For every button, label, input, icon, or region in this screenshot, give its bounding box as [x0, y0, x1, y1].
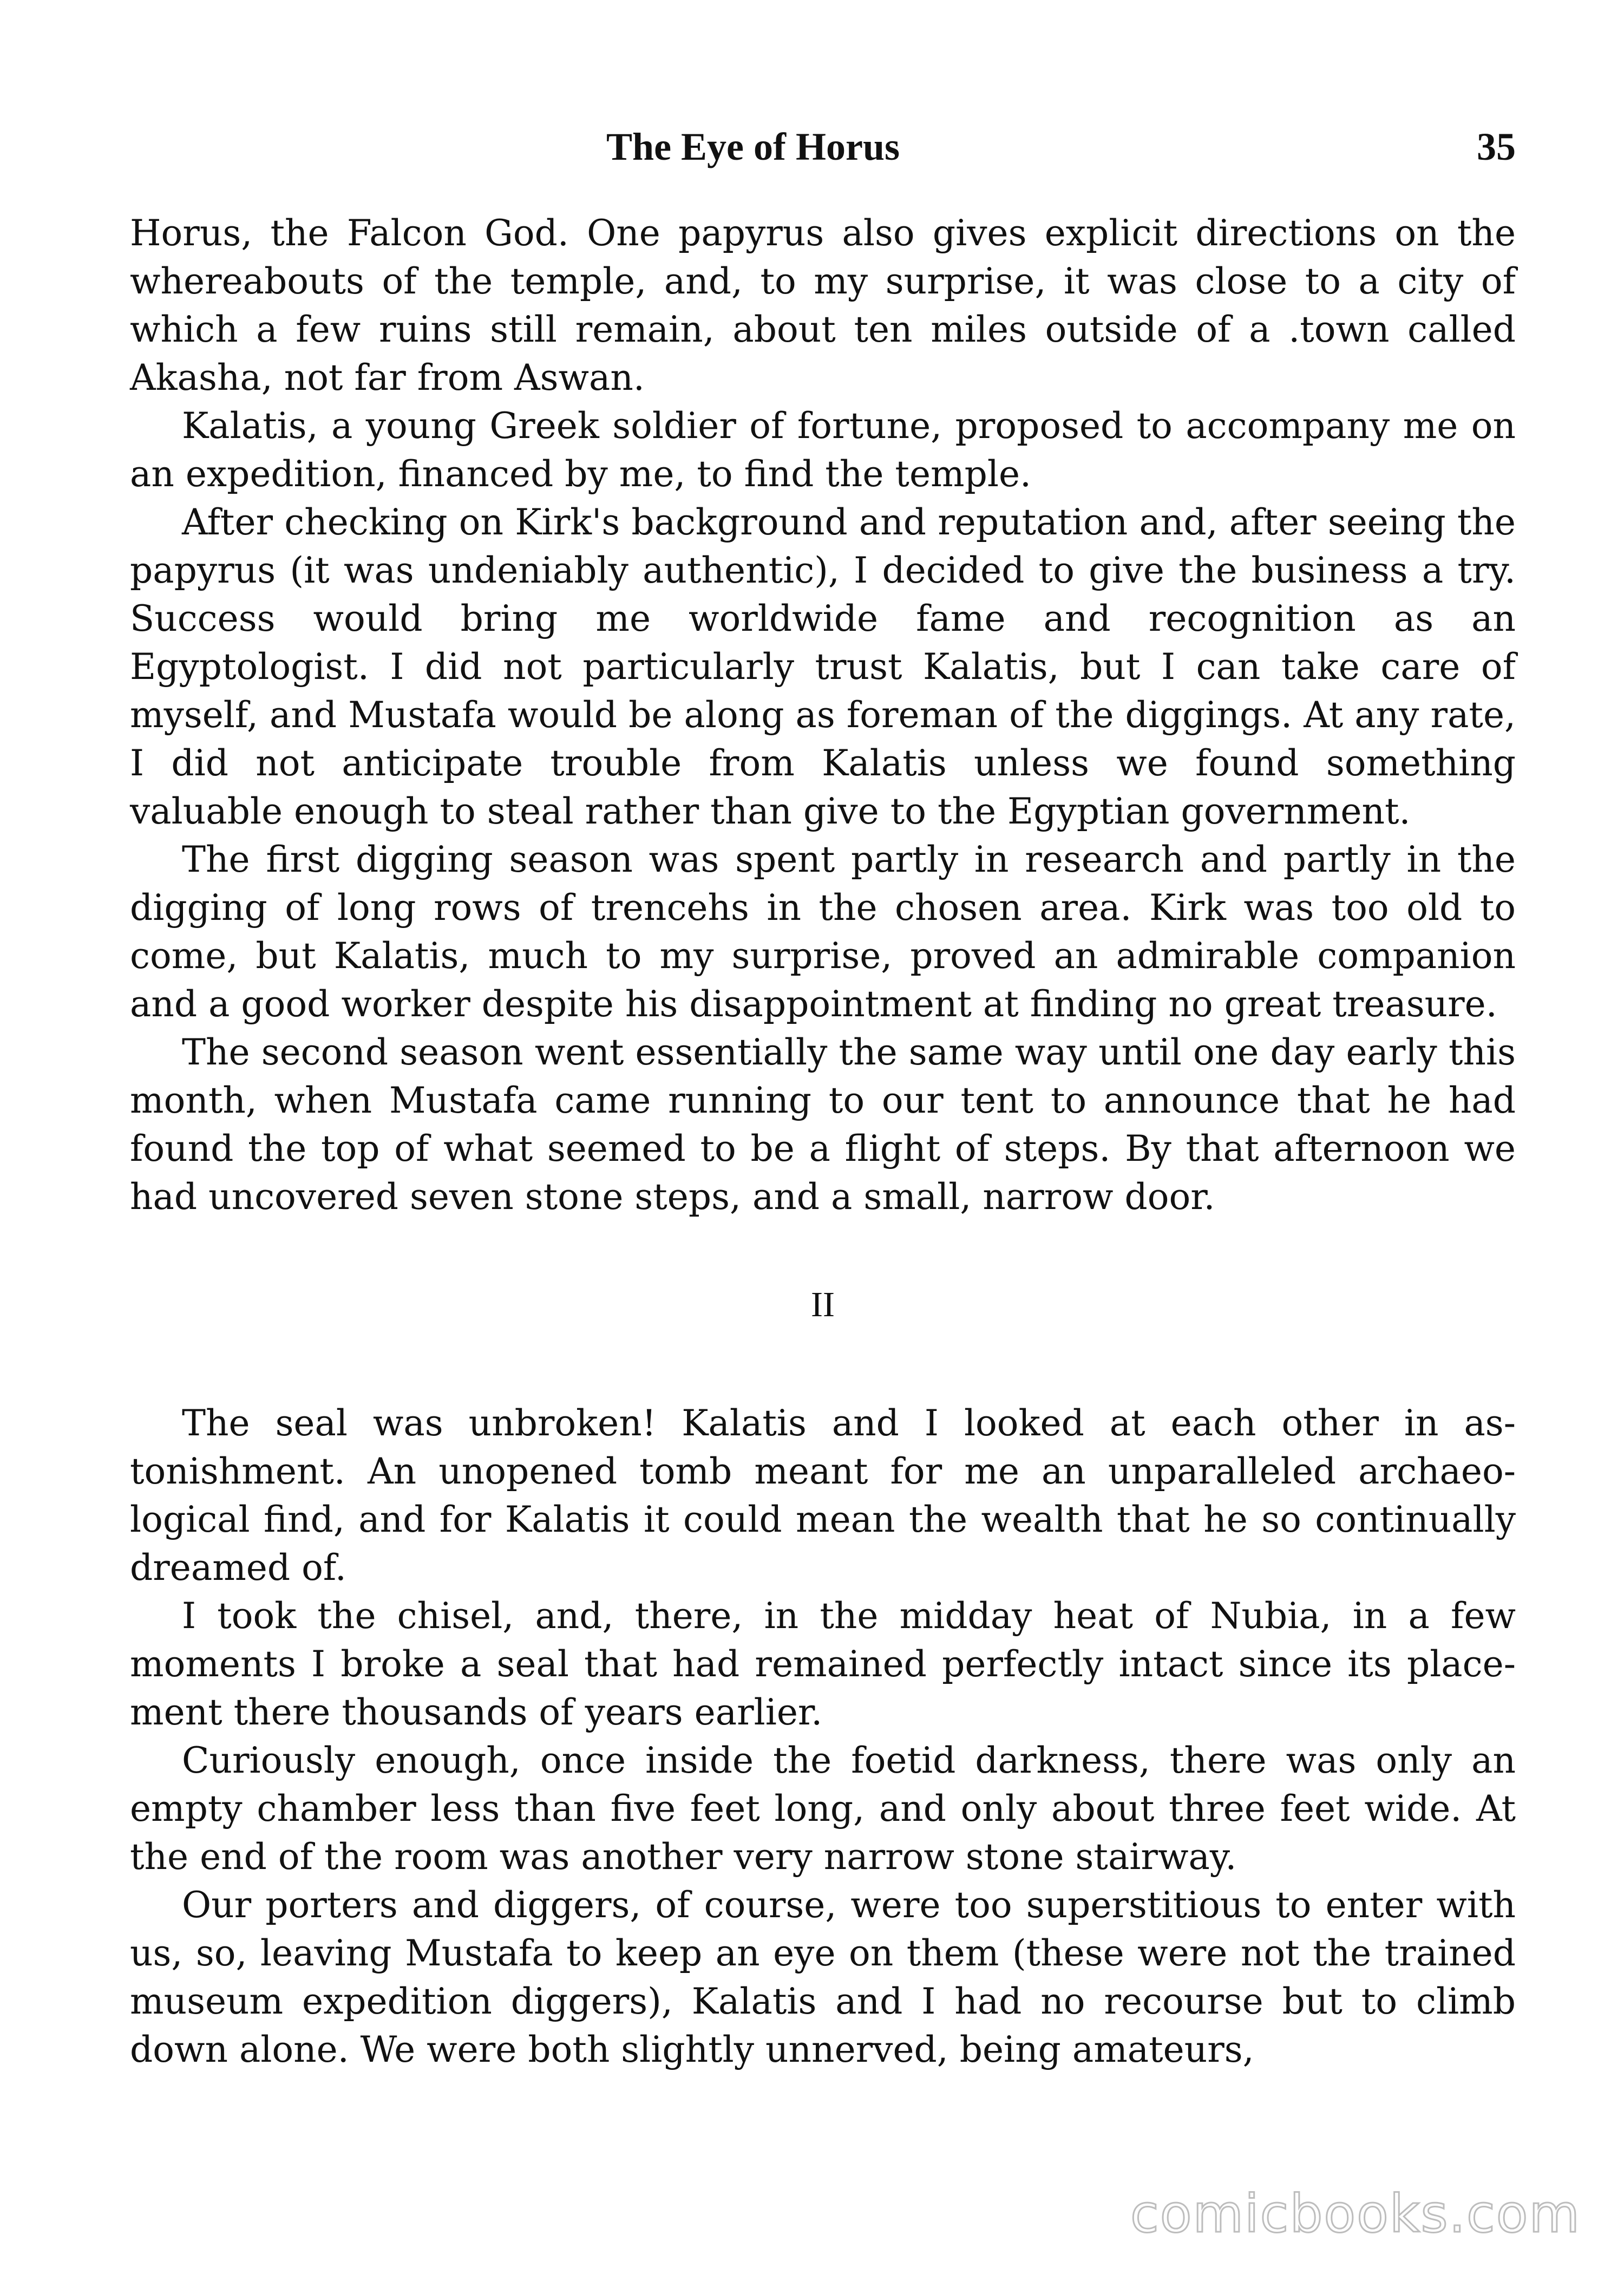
book-page — [130, 125, 1516, 2074]
paragraph: Our porters and diggers, of course, were too superstitious to enter with us, so, leaving Mustafa to keep an eye on them (these were not the trained museum expedition diggers), Kalatis and I had no recourse but to climb down alone. We were both slightly unnerved, being amateurs, — [130, 1884, 1516, 2070]
paragraph: I took the chisel, and, there, in the midday heat of Nubia, in a few moments I broke a seal that had remained perfectly intact since its placement there thousands of years earlier. — [130, 1595, 1516, 1733]
paragraph: Horus, the Falcon God. One papyrus also gives explicit directions on the whereabouts of the temple, and, to my surprise, it was close to a city of which a few ruins still remain, about ten miles outside of a .town called Akasha, not far from Aswan. — [130, 212, 1516, 398]
paragraph: The first digging season was spent partly in research and partly in the digging of long rows of trencehs in the chosen area. Kirk was too old to come, but Kalatis, much to my surprise, proved an admirable companion and a good worker despite his disappointment at finding no great treasure. — [130, 839, 1516, 1025]
watermark: comicbooks.com — [1130, 2184, 1581, 2244]
section-marker: II — [811, 1285, 835, 1324]
paragraph: After checking on Kirk's background and reputation and, after seeing the papyrus (it was undeniably authentic), I decided to give the business a try. Success would bring me worldwide fame and recognition as an Egyptologist. I did not particularly trust Kalatis, but I can take care of myself, and Mustafa would be along as foreman of the diggings. At any rate, I did not anticipate trouble from Kalatis unless we found something valuable enough to steal rather than give to the Egyptian government. — [130, 501, 1516, 832]
running-head — [130, 125, 1516, 190]
page-number: 35 — [1477, 125, 1516, 168]
paragraph: The seal was unbroken! Kalatis and I looked at each other in astonishment. An unopened tomb meant for me an unparalleled archaeological find, and for Kalatis it could mean the wealth that he so continually dreamed of. — [130, 1402, 1516, 1589]
paragraph: The second season went essentially the same way until one day early this month, when Mustafa came running to our tent to announce that he had found the top of what seemed to be a flight of steps. By that afternoon we had uncovered seven stone steps, and a small, narrow door. — [130, 1031, 1516, 1218]
body-text — [130, 209, 1516, 2074]
running-title: The Eye of Horus — [606, 125, 900, 168]
paragraph: Curiously enough, once inside the foetid darkness, there was only an empty chamber less than five feet long, and only about three feet wide. At the end of the room was another very narrow stone stairway. — [130, 1740, 1516, 1878]
paragraph: Kalatis, a young Greek soldier of fortune, proposed to accompany me on an expedition, financed by me, to find the temple. — [130, 405, 1516, 495]
